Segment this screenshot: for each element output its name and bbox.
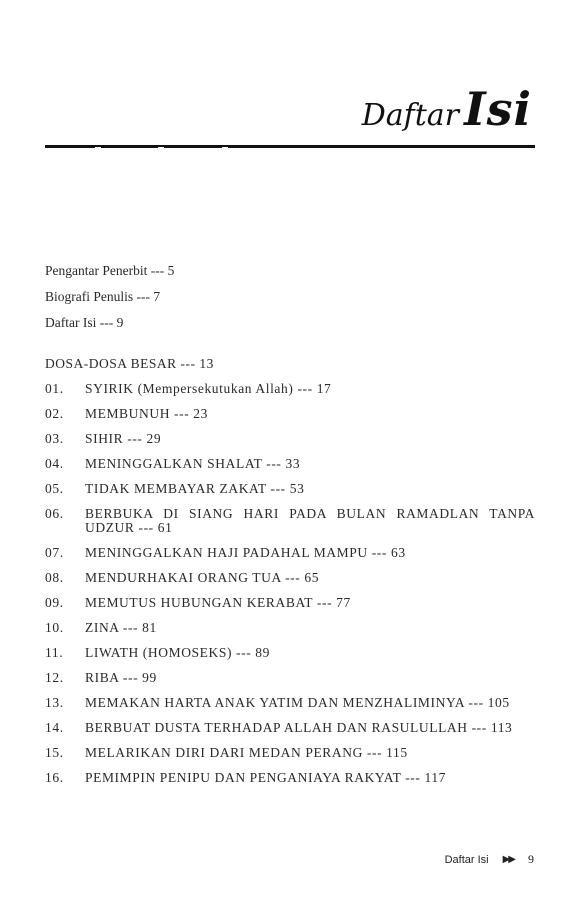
toc-entry-number: 12. [45, 670, 64, 685]
toc-entry [45, 457, 535, 471]
toc-entry-text: MEMBUNUH --- 23 [85, 406, 208, 421]
intro-item-pengantar: Pengantar Penerbit --- 5 [45, 263, 175, 278]
toc-entry-number: 09. [45, 595, 64, 610]
toc-entry [45, 696, 535, 710]
toc-entry-number: 01. [45, 381, 64, 396]
toc-entry-text: PEMIMPIN PENIPU DAN PENGANIAYA RAKYAT --- 117 [85, 770, 447, 785]
toc-entry [45, 746, 535, 760]
toc-entry-number: 06. [45, 506, 64, 521]
title-rule-gap [95, 147, 101, 149]
toc-entry [45, 596, 535, 610]
page-title [362, 82, 532, 136]
toc-entry-text: LIWATH (HOMOSEKS) --- 89 [85, 645, 271, 660]
toc-entry [45, 382, 535, 396]
intro-list [45, 258, 535, 336]
intro-item-daftar-isi: Daftar Isi --- 9 [45, 315, 124, 330]
toc-entry [45, 671, 535, 685]
page-number: 9 [528, 852, 534, 866]
toc-entry-number: 13. [45, 695, 64, 710]
toc-entry [45, 407, 535, 421]
toc-entry [45, 507, 535, 535]
toc-entry-number: 15. [45, 745, 64, 760]
section-heading: DOSA-DOSA BESAR --- 13 [45, 356, 214, 371]
toc-entry-number: 11. [45, 645, 64, 660]
toc-entry [45, 721, 535, 735]
toc-entry-number: 08. [45, 570, 64, 585]
toc-entry-text: BERBUKA DI SIANG HARI PADA BULAN RAMADLAN TANPA UDZUR --- 61 [85, 506, 535, 535]
toc-entry-text: MEMAKAN HARTA ANAK YATIM DAN MENZHALIMINYA --- 105 [85, 695, 510, 710]
toc-entry-text: BERBUAT DUSTA TERHADAP ALLAH DAN RASULULLAH --- 113 [85, 720, 513, 735]
title-rule-gap [222, 147, 228, 149]
toc-entry-text: SYIRIK (Mempersekutukan Allah) --- 17 [85, 381, 332, 396]
toc-entry [45, 482, 535, 496]
toc-entry-text: MELARIKAN DIRI DARI MEDAN PERANG --- 115 [85, 745, 408, 760]
toc-entry-text: MENINGGALKAN SHALAT --- 33 [85, 456, 301, 471]
toc-entry [45, 621, 535, 635]
toc-entry-number: 02. [45, 406, 64, 421]
toc-list [45, 382, 535, 796]
toc-entry-number: 14. [45, 720, 64, 735]
toc-entry-text: SIHIR --- 29 [85, 431, 162, 446]
title-rule [45, 145, 535, 148]
toc-entry-text: MENDURHAKAI ORANG TUA --- 65 [85, 570, 320, 585]
toc-entry-number: 05. [45, 481, 64, 496]
intro-item-biografi: Biografi Penulis --- 7 [45, 289, 161, 304]
toc-entry-text: ZINA --- 81 [85, 620, 157, 635]
toc-entry-text: MEMUTUS HUBUNGAN KERABAT --- 77 [85, 595, 351, 610]
toc-entry-text: MENINGGALKAN HAJI PADAHAL MAMPU --- 63 [85, 545, 406, 560]
page-title-word-2: Isi [464, 82, 532, 136]
toc-entry-number: 16. [45, 770, 64, 785]
toc-entry-number: 07. [45, 545, 64, 560]
toc-entry [45, 771, 535, 785]
title-rule-gap [158, 147, 164, 149]
toc-entry-number: 04. [45, 456, 64, 471]
toc-entry-number: 10. [45, 620, 64, 635]
toc-entry [45, 432, 535, 446]
page-title-word-1: Daftar [361, 98, 460, 133]
toc-entry-text: TIDAK MEMBAYAR ZAKAT --- 53 [85, 481, 305, 496]
running-footer [445, 852, 534, 867]
toc-entry-text: RIBA --- 99 [85, 670, 157, 685]
toc-entry-number: 03. [45, 431, 64, 446]
toc-entry [45, 571, 535, 585]
toc-entry [45, 646, 535, 660]
footer-label: Daftar Isi [444, 853, 489, 866]
double-right-arrow-icon: ▶▶ [502, 854, 514, 865]
toc-entry [45, 546, 535, 560]
